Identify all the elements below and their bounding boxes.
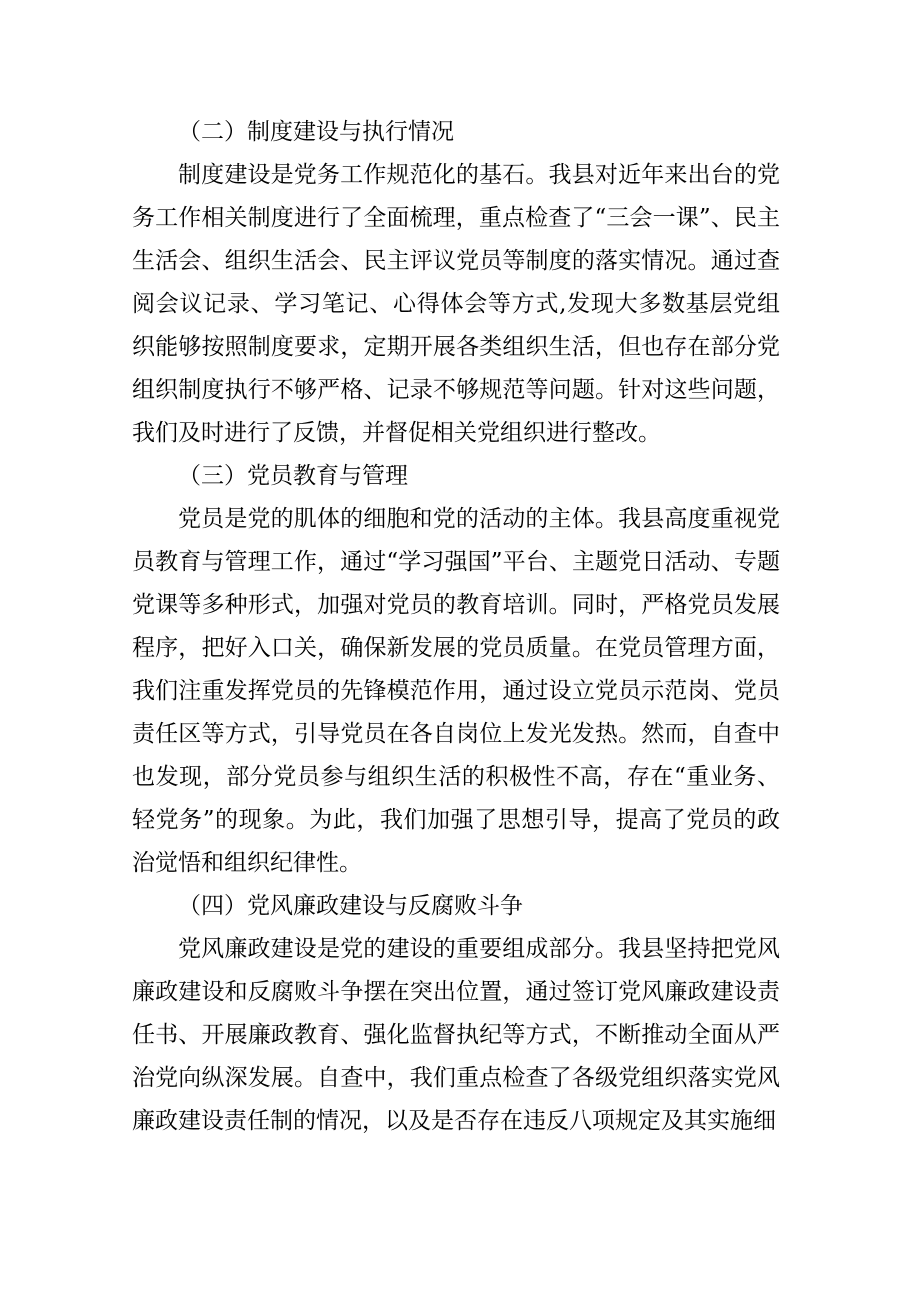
document-content	[132, 111, 780, 1143]
section-heading-clean-governance: （四）党风廉政建设与反腐败斗争	[178, 893, 523, 919]
section-paragraph-clean-governance: 党风廉政建设是党的建设的重要组成部分。我县坚持把党风廉政建设和反腐败斗争摆在突出位置，通过签订党风廉政建设责任书、开展廉政教育、强化监督执纪等方式，不断推动全面从严治党向纵深发展。自查中，我们重点检查了各级党组织落实党风廉政建设责任制的情况，以及是否存在违反八项规定及其实施细	[132, 936, 780, 1134]
section-heading-institution-building: （二）制度建设与执行情况	[178, 119, 454, 145]
section-paragraph-institution-building: 制度建设是党务工作规范化的基石。我县对近年来出台的党务工作相关制度进行了全面梳理，重点检查了“三会一课”、民主生活会、组织生活会、民主评议党员等制度的落实情况。通过查阅会议记录、学习笔记、心得体会等方式,发现大多数基层党组织能够按照制度要求，定期开展各类组织生活，但也存在部分党组织制度执行不够严格、记录不够规范等问题。针对这些问题，我们及时进行了反馈，并督促相关党组织进行整改。	[132, 162, 780, 446]
section-heading-member-education: （三）党员教育与管理	[178, 463, 408, 489]
section-paragraph-member-education: 党员是党的肌体的细胞和党的活动的主体。我县高度重视党员教育与管理工作，通过“学习强国”平台、主题党日活动、专题党课等多种形式，加强对党员的教育培训。同时，严格党员发展程序，把好入口关，确保新发展的党员质量。在党员管理方面，我们注重发挥党员的先锋模范作用，通过设立党员示范岗、党员责任区等方式，引导党员在各自岗位上发光发热。然而，自查中也发现，部分党员参与组织生活的积极性不高，存在“重业务、轻党务”的现象。为此，我们加强了思想引导，提高了党员的政治觉悟和组织纪律性。	[132, 506, 780, 876]
